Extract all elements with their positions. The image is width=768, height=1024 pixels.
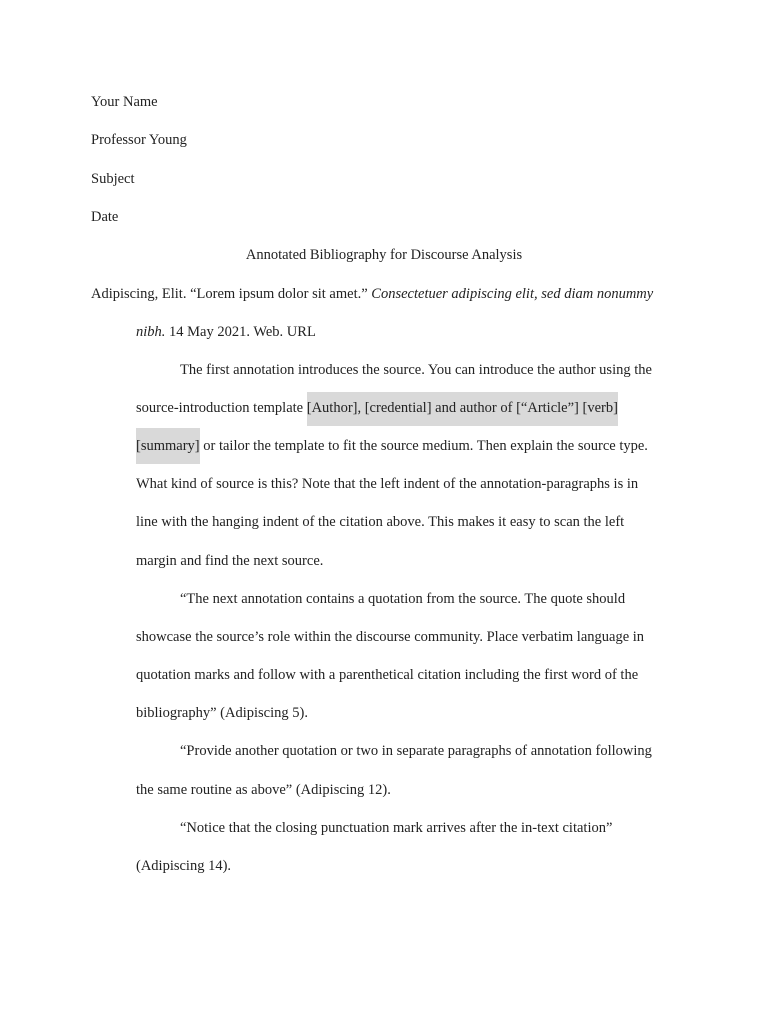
subject-line: Subject (91, 171, 135, 187)
citation-container-end: nibh. (136, 324, 166, 340)
citation-date-medium: 14 May 2021. Web. URL (169, 324, 316, 340)
citation-line-2 (136, 322, 316, 342)
annotation-1-line-2 (136, 398, 618, 418)
date-line: Date (91, 209, 119, 225)
professor-name: Professor Young (91, 132, 187, 148)
annotation-4-line-1: “Notice that the closing punctuation mark arrives after the in-text citation” (180, 820, 613, 836)
annotation-1-line-4: What kind of source is this? Note that the left indent of the annotation-paragraphs is in (136, 476, 639, 492)
template-placeholder-highlight: [Author], [credential] and author of [“Article”] [verb] (307, 392, 618, 426)
student-name: Your Name (91, 94, 158, 110)
citation-author-title: Adipiscing, Elit. “Lorem ipsum dolor sit amet.” (91, 286, 368, 302)
annotation-1-line-3 (136, 436, 648, 456)
annotation-1-line-6: margin and find the next source. (136, 553, 324, 569)
summary-placeholder-highlight: [summary] (136, 428, 200, 464)
annotation-2-line-1: “The next annotation contains a quotation from the source. The quote should (180, 591, 626, 607)
annotation-3-line-2: the same routine as above” (Adipiscing 12). (136, 782, 391, 798)
annotation-1-line-1: The first annotation introduces the source. You can introduce the author using the (180, 362, 652, 378)
annotation-2-line-4: bibliography” (Adipiscing 5). (136, 705, 308, 721)
annotation-2-line-2: showcase the source’s role within the discourse community. Place verbatim language in (136, 629, 645, 645)
annotation-2-line-3: quotation marks and follow with a parenthetical citation including the first word of the (136, 667, 639, 683)
citation-container: Consectetuer adipiscing elit, sed diam nonummy (371, 286, 654, 302)
annotation-4-line-2: (Adipiscing 14). (136, 858, 232, 874)
annotation-1-line-5: line with the hanging indent of the citation above. This makes it easy to scan the left (136, 514, 625, 530)
template-intro-text: source-introduction template (136, 400, 304, 416)
document-title: Annotated Bibliography for Discourse Analysis (245, 247, 523, 263)
annotation-3-line-1: “Provide another quotation or two in separate paragraphs of annotation following (180, 743, 652, 759)
citation-line-1 (91, 284, 653, 304)
template-rest-text: or tailor the template to fit the source medium. Then explain the source type. (203, 438, 648, 454)
